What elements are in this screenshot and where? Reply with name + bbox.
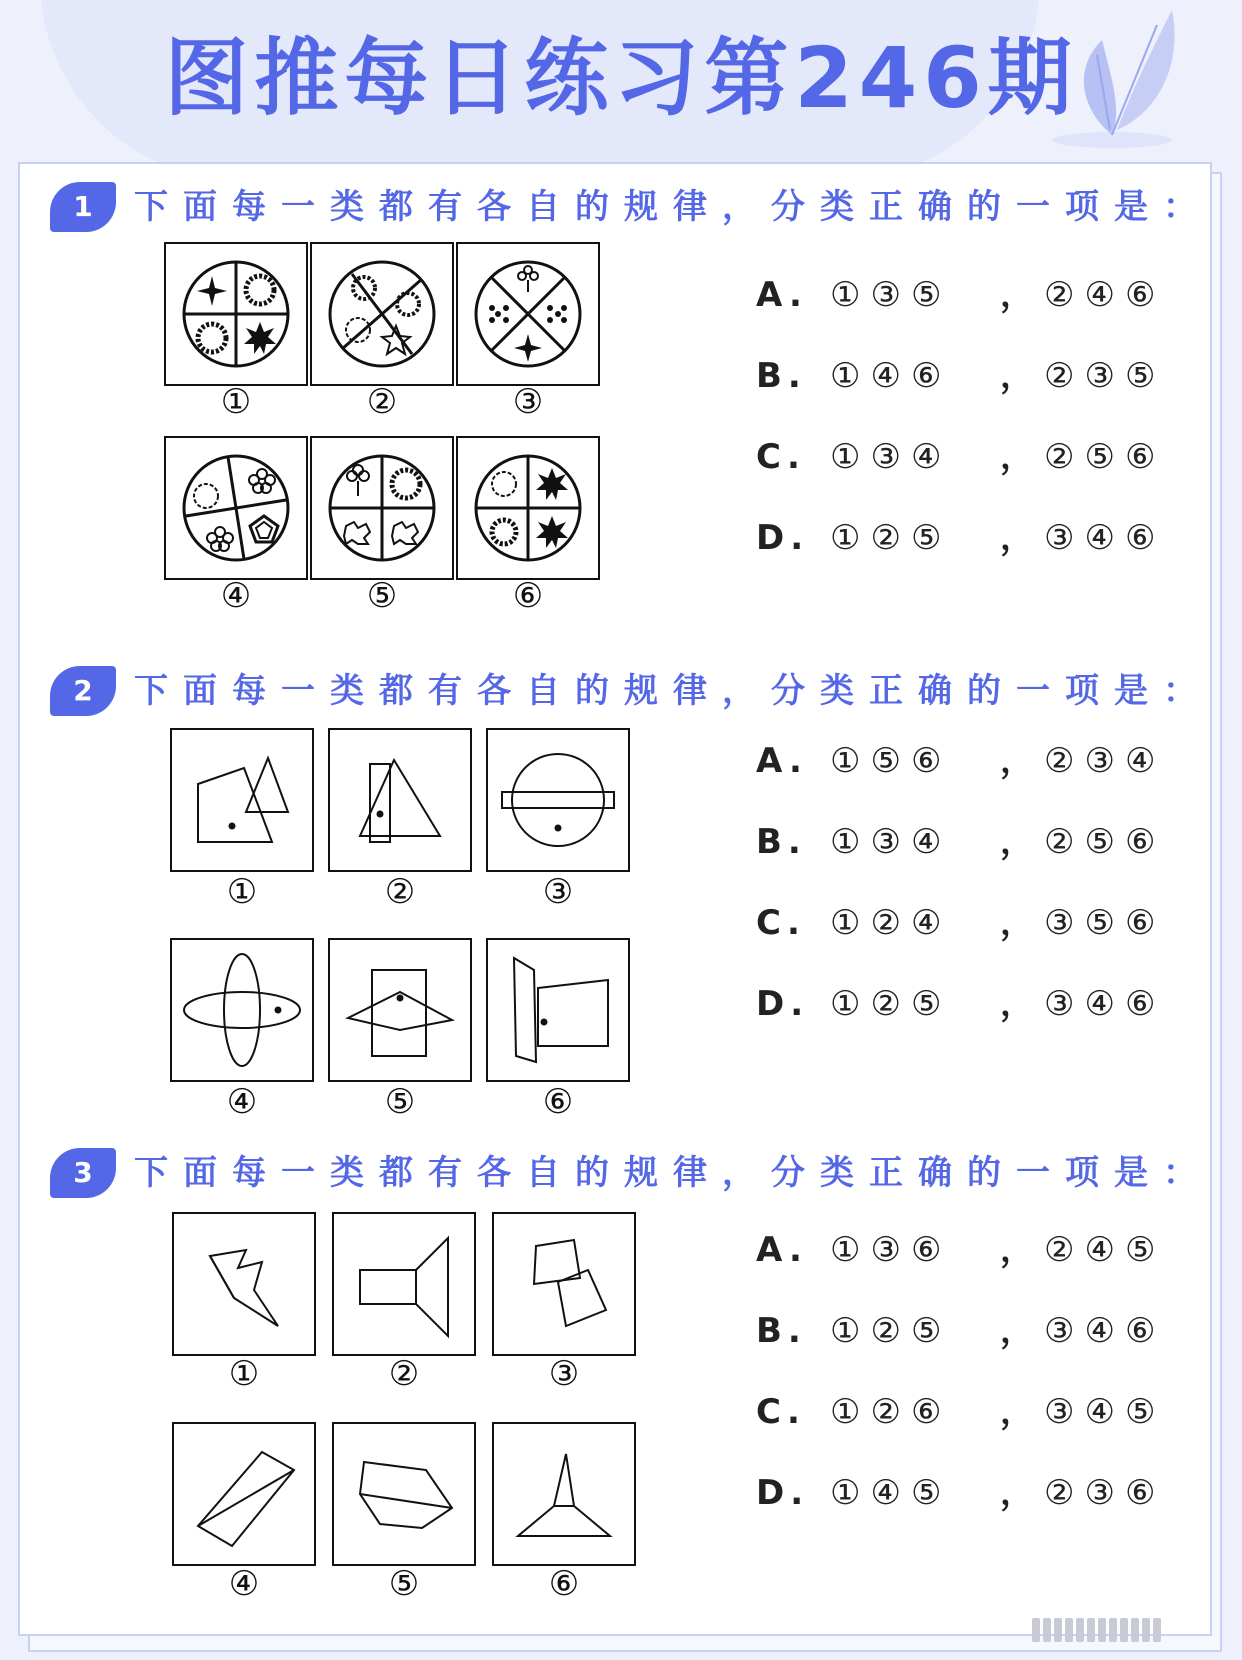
question-number-badge: 2: [50, 666, 116, 716]
option-separator: ，: [1000, 1392, 1040, 1432]
q3-label-3: ③: [548, 1354, 580, 1394]
option-separator: ，: [1000, 275, 1040, 315]
q1-figure-3[interactable]: [456, 242, 600, 386]
question-number-badge: 3: [50, 1148, 116, 1198]
option-separator: ，: [1000, 1311, 1040, 1351]
q1-figure-1[interactable]: [164, 242, 308, 386]
q2-figure-3[interactable]: [486, 728, 630, 872]
q3-option-b[interactable]: [756, 1309, 1165, 1353]
option-group-2: ②④⑥: [1044, 275, 1166, 315]
question-number-badge: 1: [50, 182, 116, 232]
q2-label-6: ⑥: [542, 1082, 574, 1122]
q1-figure-5[interactable]: [310, 436, 454, 580]
q3-label-4: ④: [228, 1564, 260, 1604]
q1-label-1: ①: [220, 382, 252, 422]
q3-figure-2[interactable]: [332, 1212, 476, 1356]
q2-label-3: ③: [542, 872, 574, 912]
option-letter: B.: [756, 822, 807, 862]
q1-option-d[interactable]: [756, 516, 1165, 560]
option-group-1: ①②⑥: [830, 1392, 952, 1432]
option-separator: ，: [1000, 518, 1040, 558]
q3-label-2: ②: [388, 1354, 420, 1394]
q2-figure-2[interactable]: [328, 728, 472, 872]
q1-figure-2[interactable]: [310, 242, 454, 386]
q2-option-a[interactable]: [756, 739, 1165, 783]
q2-label-1: ①: [226, 872, 258, 912]
question-3-header: [34, 1144, 1214, 1204]
q2-figure-6[interactable]: [486, 938, 630, 1082]
option-letter: D.: [756, 1473, 810, 1513]
option-group-1: ①②⑤: [830, 1311, 952, 1351]
question-prompt: 下面每一类都有各自的规律，分类正确的一项是：: [134, 671, 1212, 711]
q2-label-4: ④: [226, 1082, 258, 1122]
option-letter: B.: [756, 1311, 807, 1351]
q3-option-c[interactable]: [756, 1390, 1165, 1434]
option-letter: B.: [756, 356, 807, 396]
q2-option-b[interactable]: [756, 820, 1165, 864]
page-title: 图推每日练习第246期: [164, 29, 1078, 127]
worksheet-card: [18, 162, 1212, 1636]
q1-option-a[interactable]: [756, 273, 1165, 317]
option-letter: A.: [756, 1230, 808, 1270]
q3-figure-6[interactable]: [492, 1422, 636, 1566]
q1-figure-4[interactable]: [164, 436, 308, 580]
option-separator: ，: [1000, 903, 1040, 943]
option-separator: ，: [1000, 1473, 1040, 1513]
option-group-2: ②③④: [1044, 741, 1166, 781]
option-group-1: ①⑤⑥: [830, 741, 952, 781]
option-separator: ，: [1000, 741, 1040, 781]
q1-figure-6[interactable]: [456, 436, 600, 580]
q2-option-c[interactable]: [756, 901, 1165, 945]
option-separator: ，: [1000, 356, 1040, 396]
option-group-1: ①③⑥: [830, 1230, 952, 1270]
option-letter: C.: [756, 1392, 806, 1432]
option-group-2: ③④⑥: [1044, 984, 1166, 1024]
option-group-1: ①③⑤: [830, 275, 952, 315]
option-group-2: ②⑤⑥: [1044, 437, 1166, 477]
q1-label-4: ④: [220, 576, 252, 616]
option-group-2: ③④⑥: [1044, 518, 1166, 558]
q1-option-c[interactable]: [756, 435, 1165, 479]
option-group-2: ②④⑤: [1044, 1230, 1166, 1270]
option-group-1: ①②⑤: [830, 518, 952, 558]
q1-label-6: ⑥: [512, 576, 544, 616]
option-letter: C.: [756, 903, 806, 943]
q3-label-6: ⑥: [548, 1564, 580, 1604]
option-group-1: ①④⑥: [830, 356, 952, 396]
option-separator: ，: [1000, 984, 1040, 1024]
q3-label-1: ①: [228, 1354, 260, 1394]
option-separator: ，: [1000, 1230, 1040, 1270]
q2-figure-4[interactable]: [170, 938, 314, 1082]
option-letter: C.: [756, 437, 806, 477]
option-group-2: ③④⑤: [1044, 1392, 1166, 1432]
option-letter: D.: [756, 984, 810, 1024]
question-prompt: 下面每一类都有各自的规律，分类正确的一项是：: [134, 1153, 1212, 1193]
q3-option-d[interactable]: [756, 1471, 1165, 1515]
option-group-2: ②③⑥: [1044, 1473, 1166, 1513]
question-1-header: [34, 178, 1214, 238]
q3-label-5: ⑤: [388, 1564, 420, 1604]
q2-option-d[interactable]: [756, 982, 1165, 1026]
q3-option-a[interactable]: [756, 1228, 1165, 1272]
q2-label-2: ②: [384, 872, 416, 912]
option-group-2: ②⑤⑥: [1044, 822, 1166, 862]
option-group-1: ①②⑤: [830, 984, 952, 1024]
option-letter: A.: [756, 741, 808, 781]
option-group-1: ①④⑤: [830, 1473, 952, 1513]
option-group-1: ①②④: [830, 903, 952, 943]
option-group-2: ③⑤⑥: [1044, 903, 1166, 943]
q3-figure-4[interactable]: [172, 1422, 316, 1566]
q1-label-5: ⑤: [366, 576, 398, 616]
q2-figure-1[interactable]: [170, 728, 314, 872]
q2-label-5: ⑤: [384, 1082, 416, 1122]
option-letter: A.: [756, 275, 808, 315]
option-group-2: ③④⑥: [1044, 1311, 1166, 1351]
q1-label-2: ②: [366, 382, 398, 422]
option-group-2: ②③⑤: [1044, 356, 1166, 396]
q1-option-b[interactable]: [756, 354, 1165, 398]
question-prompt: 下面每一类都有各自的规律，分类正确的一项是：: [134, 187, 1212, 227]
q3-figure-5[interactable]: [332, 1422, 476, 1566]
option-separator: ，: [1000, 437, 1040, 477]
option-separator: ，: [1000, 822, 1040, 862]
q1-label-3: ③: [512, 382, 544, 422]
option-letter: D.: [756, 518, 810, 558]
option-group-1: ①③④: [830, 822, 952, 862]
q2-figure-5[interactable]: [328, 938, 472, 1082]
option-group-1: ①③④: [830, 437, 952, 477]
q3-figure-1[interactable]: [172, 1212, 316, 1356]
watermark: [1032, 1618, 1182, 1642]
q3-figure-3[interactable]: [492, 1212, 636, 1356]
question-2-header: [34, 662, 1214, 722]
